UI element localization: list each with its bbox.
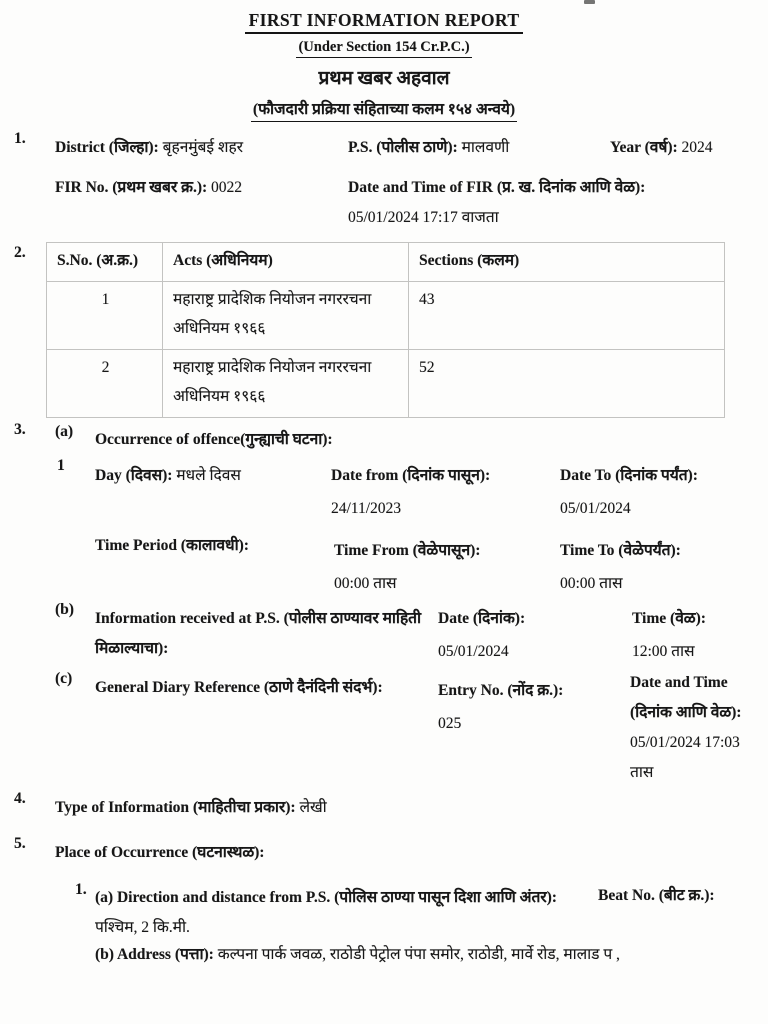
- type-of-information-label: Type of Information (माहितीचा प्रकार):: [55, 799, 296, 816]
- info-received-time-label: Time (वेळ):: [632, 610, 706, 627]
- info-received-time-value: 12:00 तास: [632, 643, 695, 660]
- fir-datetime-label: Date and Time of FIR (प्र. ख. दिनांक आणि वेळ):: [348, 179, 646, 196]
- police-station-value: मालवणी: [461, 139, 510, 156]
- gd-entry-label: Entry No. (नोंद क्र.):: [438, 682, 564, 699]
- document-title-marathi: प्रथम खबर अहवाल: [318, 68, 450, 89]
- fir-datetime-value: 05/01/2024 17:17 वाजता: [348, 209, 499, 226]
- gd-datetime-label: Date and Time (दिनांक आणि वेळ):: [630, 674, 742, 721]
- day-field: [95, 461, 241, 491]
- time-from-field: [334, 536, 480, 599]
- info-received-title: Information received at P.S. (पोलीस ठाण्यावर माहिती मिळाल्याचा):: [95, 610, 422, 657]
- gd-datetime-value: 05/01/2024 17:03 तास: [630, 734, 740, 781]
- section3a-marker: (a): [55, 423, 74, 440]
- col-header-sections: Sections (कलम): [409, 243, 725, 282]
- info-received-time-field: [632, 604, 706, 667]
- fir-number-value: 0022: [211, 179, 243, 196]
- time-period-label: Time Period (कालावधी):: [95, 537, 249, 554]
- row2-section: 52: [409, 350, 725, 418]
- time-from-value: 00:00 तास: [334, 575, 397, 592]
- section3c-marker: (c): [55, 670, 73, 687]
- row1-act: महाराष्ट्र प्रादेशिक नियोजन नगररचना अधिनियम १९६६: [163, 282, 409, 350]
- row2-act: महाराष्ट्र प्रादेशिक नियोजन नगररचना अधिनियम १९६६: [163, 350, 409, 418]
- gd-entry-value: 025: [438, 715, 462, 732]
- time-to-label: Time To (वेळेपर्यंत):: [560, 542, 681, 559]
- day-label: Day (दिवस):: [95, 467, 173, 484]
- direction-distance-label: (a) Direction and distance from P.S. (पोलिस ठाण्या पासून दिशा आणि अंतर):: [95, 889, 557, 906]
- fir-number-label: FIR No. (प्रथम खबर क्र.):: [55, 179, 208, 196]
- col-header-sno: S.No. (अ.क्र.): [47, 243, 163, 282]
- time-from-label: Time From (वेळेपासून):: [334, 542, 481, 559]
- date-to-label: Date To (दिनांक पर्यंत):: [560, 467, 698, 484]
- info-received-date-label: Date (दिनांक):: [438, 610, 526, 627]
- info-received-date-value: 05/01/2024: [438, 643, 509, 660]
- gd-entry-field: [438, 676, 563, 739]
- info-received-date-field: [438, 604, 525, 667]
- beat-number-label: Beat No. (बीट क्र.):: [598, 887, 715, 904]
- police-station-label: P.S. (पोलीस ठाणे):: [348, 139, 458, 156]
- table-header-row: [47, 243, 725, 282]
- section5-number: 5.: [14, 835, 26, 852]
- date-from-label: Date from (दिनांक पासून):: [331, 467, 491, 484]
- date-from-value: 24/11/2023: [331, 500, 402, 517]
- time-to-value: 00:00 तास: [560, 575, 623, 592]
- fir-datetime-field: [348, 173, 645, 233]
- date-to-field: [560, 461, 698, 524]
- year-field: [610, 133, 713, 163]
- section2-number: 2.: [14, 244, 26, 261]
- place-of-occurrence-title: Place of Occurrence (घटनास्थळ):: [55, 844, 265, 861]
- day-value: मधले दिवस: [176, 467, 241, 484]
- gd-reference-title: General Diary Reference (ठाणे दैनंदिनी संदर्भ):: [95, 679, 383, 696]
- acts-sections-table: [46, 242, 725, 418]
- address-label: (b) Address (पत्ता):: [95, 946, 214, 963]
- col-header-acts: Acts (अधिनियम): [163, 243, 409, 282]
- year-label: Year (वर्ष):: [610, 139, 678, 156]
- row2-sno: 2: [47, 350, 163, 418]
- section3b-marker: (b): [55, 601, 74, 618]
- document-subtitle-marathi: (फौजदारी प्रक्रिया संहिताच्या कलम १५४ अन्वये): [251, 97, 517, 122]
- row1-section: 43: [409, 282, 725, 350]
- direction-distance-value: पश्चिम, 2 कि.मी.: [95, 919, 190, 936]
- occurrence-row-number: 1: [57, 457, 65, 474]
- document-subtitle: (Under Section 154 Cr.P.C.): [296, 39, 471, 58]
- address-field: [95, 940, 747, 970]
- row1-sno: 1: [47, 282, 163, 350]
- fir-number-field: [55, 173, 242, 203]
- time-to-field: [560, 536, 681, 599]
- district-value: बृहनमुंबई शहर: [162, 139, 244, 156]
- police-station-field: [348, 133, 509, 163]
- place-item-number: 1.: [75, 881, 87, 898]
- type-of-information-field: [55, 793, 327, 823]
- section1-number: 1.: [14, 130, 26, 147]
- date-from-field: [331, 461, 490, 524]
- year-value: 2024: [681, 139, 713, 156]
- document-header: [0, 10, 768, 122]
- table-row: [47, 350, 725, 418]
- document-title: FIRST INFORMATION REPORT: [245, 10, 524, 34]
- gd-datetime-field: [630, 668, 764, 788]
- direction-distance-field: [95, 883, 582, 943]
- type-of-information-value: लेखी: [299, 799, 327, 816]
- section3-number: 3.: [14, 421, 26, 438]
- scan-artifact: [584, 0, 595, 4]
- address-value: कल्पना पार्क जवळ, राठोडी पेट्रोल पंपा समोर, राठोडी, मार्वे रोड, मालाड प ,: [217, 946, 620, 963]
- occurrence-title: Occurrence of offence(गुन्ह्याची घटना):: [95, 431, 333, 448]
- district-label: District (जिल्हा):: [55, 139, 159, 156]
- date-to-value: 05/01/2024: [560, 500, 631, 517]
- district-field: [55, 133, 243, 163]
- table-row: [47, 282, 725, 350]
- section4-number: 4.: [14, 790, 26, 807]
